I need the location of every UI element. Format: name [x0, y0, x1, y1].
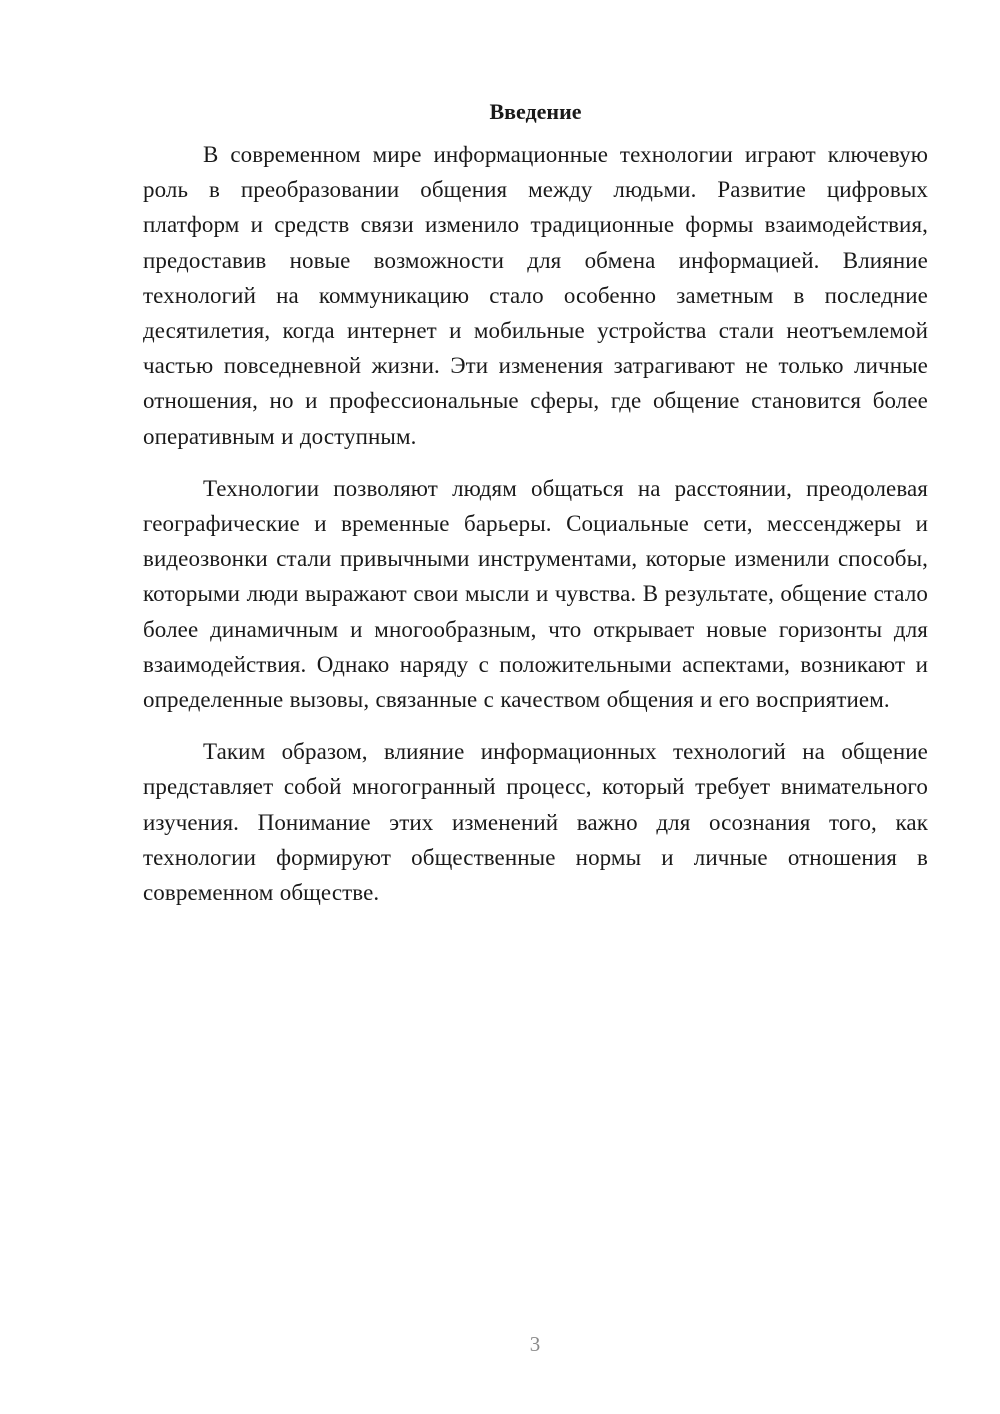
page-number: 3 — [529, 1332, 541, 1356]
paragraph-1: В современном мире информационные технологии играют ключевую роль в преобразовании общения между людьми. Развитие цифровых платформ и средств связи изменило традиционные формы взаимодействия, предоставив новые возможности для обмена информацией. Влияние технологий на коммуникацию стало особенно заметным в последние десятилетия, когда интернет и мобильные устройства стали неотъемлемой частью повседневной жизни. Эти изменения затрагивают не только личные отношения, но и профессиональные сферы, где общение становится более оперативным и доступным. — [143, 142, 928, 449]
document-body — [143, 94, 928, 927]
section-title: Введение — [489, 99, 582, 124]
paragraph-2: Технологии позволяют людям общаться на расстоянии, преодолевая географические и временные барьеры. Социальные сети, мессенджеры и видеозвонки стали привычными инструментами, которые изменили способы, которыми люди выражают свои мысли и чувства. В результате, общение стало более динамичным и многообразным, что открывает новые горизонты для взаимодействия. Однако наряду с положительными аспектами, возникают и определенные вызовы, связанные с качеством общения и его восприятием. — [143, 475, 928, 713]
paragraph-3: Таким образом, влияние информационных технологий на общение представляет собой многогранный процесс, который требует внимательного изучения. Понимание этих изменений важно для осознания того, как технологии формируют общественные нормы и личные отношения в современном обществе. — [143, 739, 928, 906]
